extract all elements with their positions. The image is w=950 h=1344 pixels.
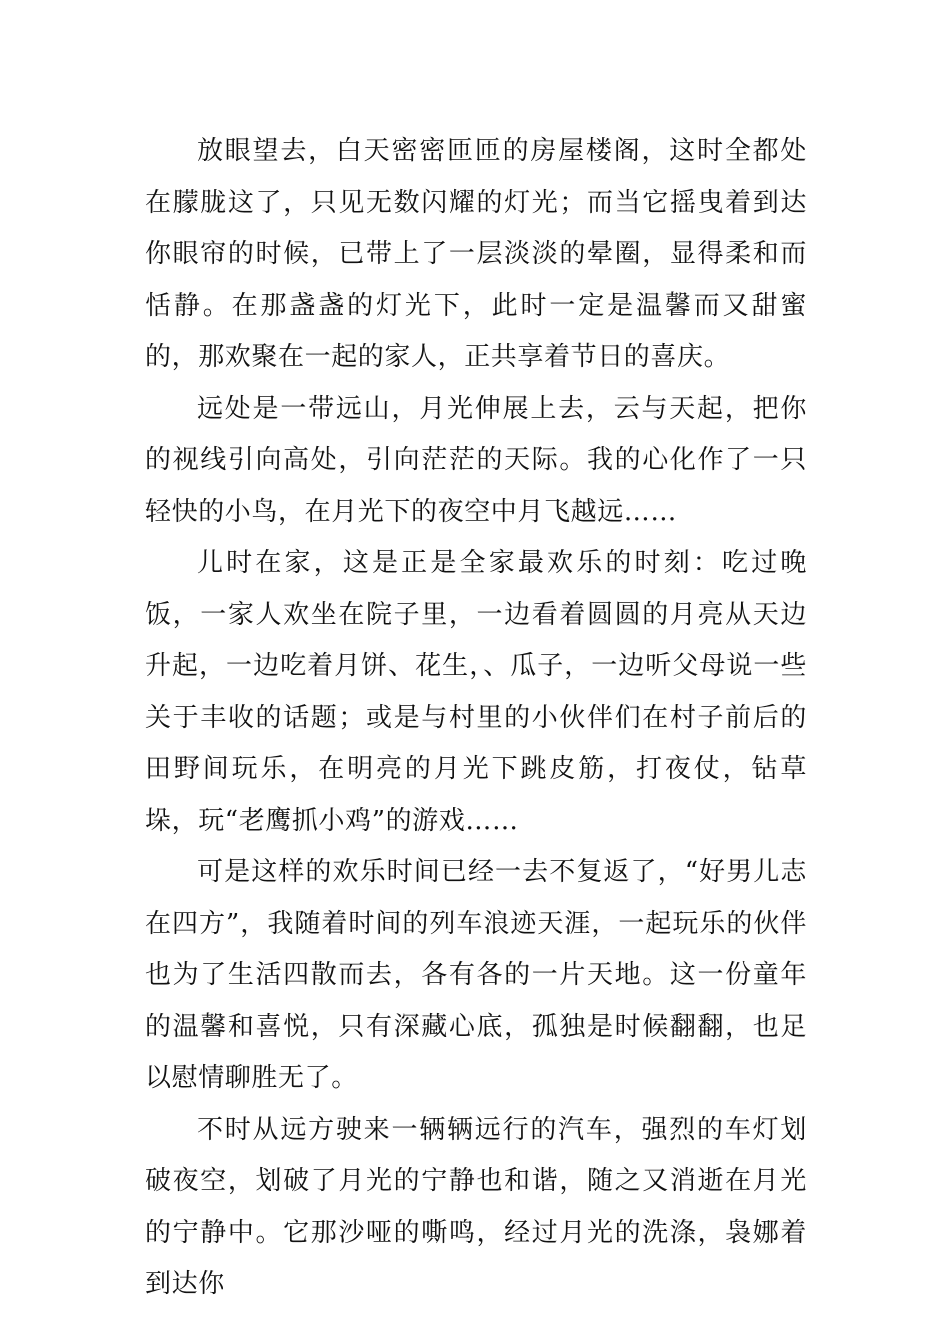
paragraph-4: 可是这样的欢乐时间已经一去不复返了，“好男儿志在四方”，我随着时间的列车浪迹天涯，一起玩乐的伙伴也为了生活四散而去，各有各的一片天地。这一份童年的温馨和喜悦，只有深藏心底，孤独是时候翻翻，也足以慰情聊胜无了。 <box>145 857 807 1093</box>
paragraph-3: 儿时在家，这是正是全家最欢乐的时刻：吃过晚饭，一家人欢坐在院子里，一边看着圆圆的月亮从天边升起，一边吃着月饼、花生，、瓜子，一边听父母说一些关于丰收的话题；或是与村里的小伙伴们在村子前后的田野间玩乐，在明亮的月光下跳皮筋，打夜仗，钻草垛，玩“老鹰抓小鸡”的游戏…… <box>145 548 807 836</box>
body-text <box>145 126 807 1311</box>
paragraph-1: 放眼望去，白天密密匝匝的房屋楼阁，这时全都处在朦胧这了，只见无数闪耀的灯光；而当它摇曳着到达你眼帘的时候，已带上了一层淡淡的晕圈，显得柔和而恬静。在那盏盏的灯光下，此时一定是温馨而又甜蜜的，那欢聚在一起的家人，正共享着节日的喜庆。 <box>145 136 807 372</box>
paragraph-2: 远处是一带远山，月光伸展上去，云与天起，把你的视线引向高处，引向茫茫的天际。我的心化作了一只轻快的小鸟，在月光下的夜空中月飞越远…… <box>145 393 807 527</box>
paragraph-5: 不时从远方驶来一辆辆远行的汽车，强烈的车灯划破夜空，划破了月光的宁静也和谐，随之又消逝在月光的宁静中。它那沙哑的嘶鸣，经过月光的洗涤，袅娜着到达你 <box>145 1114 807 1299</box>
